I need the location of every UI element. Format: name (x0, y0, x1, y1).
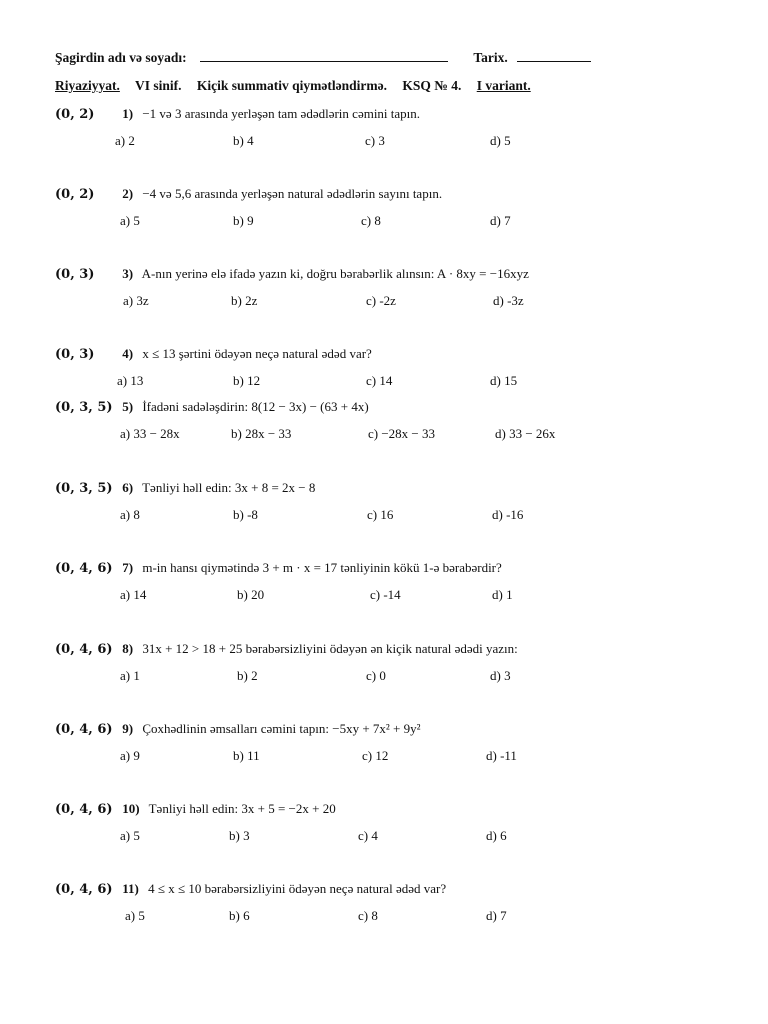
option-d[interactable]: d) 1 (492, 587, 513, 602)
question-number: 2) (122, 186, 134, 201)
option-c[interactable]: c) 4 (358, 828, 378, 843)
option-c[interactable]: c) 8 (358, 908, 378, 923)
question-item (55, 184, 511, 231)
question-text: Çoxhədlinin əmsalları cəmini tapın: −5xy + 7x² + 9y² (142, 721, 421, 736)
option-b[interactable]: b) 11 (233, 748, 260, 763)
question-number: 7) (122, 560, 134, 575)
option-b[interactable]: b) 9 (233, 213, 254, 228)
option-d[interactable]: d) 3 (490, 668, 511, 683)
option-c[interactable]: c) −28x − 33 (368, 426, 436, 441)
question-item (55, 478, 524, 525)
option-c[interactable]: c) 0 (366, 668, 386, 683)
option-c[interactable]: c) 12 (362, 748, 389, 763)
option-c[interactable]: c) 16 (367, 507, 394, 522)
date-blank-line (517, 50, 591, 62)
option-b[interactable]: b) 20 (237, 587, 265, 602)
name-blank-line (200, 50, 448, 62)
option-d[interactable]: d) -11 (486, 748, 517, 763)
question-number: 9) (122, 721, 134, 736)
question-item (55, 719, 517, 766)
question-score: (0, 4, 6) (55, 722, 113, 737)
question-number: 1) (122, 106, 134, 121)
question-text: 31x + 12 > 18 + 25 bərabərsizliyini ödəyən ən kiçik natural ədədi yazın: (142, 641, 518, 656)
option-b[interactable]: b) 2 (237, 668, 258, 683)
question-score: (0, 4, 6) (55, 561, 113, 576)
question-text: 4 ≤ x ≤ 10 bərabərsizliyini ödəyən neçə natural ədəd var? (148, 881, 447, 896)
option-b[interactable]: b) 12 (233, 373, 261, 388)
question-score: (0, 3, 5) (55, 481, 113, 496)
question-score: (0, 3) (55, 267, 95, 282)
option-c[interactable]: c) -14 (370, 587, 401, 602)
subject-label: Riyaziyyat. (55, 78, 120, 93)
option-b[interactable]: b) -8 (233, 507, 258, 522)
student-info-line (55, 50, 591, 66)
option-c[interactable]: c) 3 (365, 133, 385, 148)
ksq-label: KSQ № 4. (402, 78, 462, 93)
option-a[interactable]: a) 9 (120, 748, 140, 763)
question-item (55, 104, 511, 151)
option-b[interactable]: b) 28x − 33 (231, 426, 292, 441)
question-score: (0, 3, 5) (55, 400, 113, 415)
option-c[interactable]: c) 14 (366, 373, 393, 388)
question-text: −4 və 5,6 arasında yerləşən natural ədədlərin sayını tapın. (142, 186, 443, 201)
assessment-title-line (55, 78, 543, 94)
question-number: 5) (122, 399, 134, 414)
question-item (55, 344, 518, 391)
option-d[interactable]: d) 15 (490, 373, 518, 388)
option-b[interactable]: b) 6 (229, 908, 250, 923)
option-d[interactable]: d) 7 (486, 908, 507, 923)
option-d[interactable]: d) 6 (486, 828, 507, 843)
option-a[interactable]: a) 1 (120, 668, 140, 683)
question-item (55, 879, 507, 926)
option-c[interactable]: c) -2z (366, 293, 396, 308)
question-number: 4) (122, 346, 134, 361)
question-item (55, 558, 513, 605)
question-score: (0, 3) (55, 347, 95, 362)
question-number: 3) (122, 266, 134, 281)
option-c[interactable]: c) 8 (361, 213, 381, 228)
question-number: 6) (122, 480, 134, 495)
option-d[interactable]: d) -3z (493, 293, 524, 308)
option-a[interactable]: a) 2 (115, 133, 135, 148)
question-number: 10) (122, 801, 140, 816)
question-text: x ≤ 13 şərtini ödəyən neçə natural ədəd var? (142, 346, 372, 361)
option-d[interactable]: d) -16 (492, 507, 524, 522)
question-text: m-in hansı qiymətində 3 + m · x = 17 tənliyinin kökü 1-ə bərabərdir? (142, 560, 502, 575)
name-label: Şagirdin adı və soyadı: (55, 50, 187, 65)
question-score: (0, 2) (55, 187, 95, 202)
question-item (55, 639, 518, 686)
option-d[interactable]: d) 5 (490, 133, 511, 148)
option-a[interactable]: a) 3z (123, 293, 149, 308)
assessment-label: Kiçik summativ qiymətləndirmə. (196, 78, 388, 93)
option-d[interactable]: d) 33 − 26x (495, 426, 556, 441)
option-a[interactable]: a) 5 (120, 213, 140, 228)
question-score: (0, 2) (55, 107, 95, 122)
option-a[interactable]: a) 33 − 28x (120, 426, 180, 441)
question-text: Tənliyi həll edin: 3x + 5 = −2x + 20 (148, 801, 336, 816)
option-b[interactable]: b) 2z (231, 293, 258, 308)
option-a[interactable]: a) 8 (120, 507, 140, 522)
option-b[interactable]: b) 3 (229, 828, 250, 843)
question-text: İfadəni sadələşdirin: 8(12 − 3x) − (63 + 4x) (142, 399, 369, 414)
option-b[interactable]: b) 4 (233, 133, 254, 148)
question-text: A-nın yerinə elə ifadə yazın ki, doğru bərabərlik alınsın: A · 8xy = −16xyz (141, 266, 529, 281)
question-score: (0, 4, 6) (55, 642, 113, 657)
question-score: (0, 4, 6) (55, 882, 113, 897)
date-label: Tarix. (473, 50, 508, 65)
grade-label: VI sinif. (135, 78, 182, 93)
question-score: (0, 4, 6) (55, 802, 113, 817)
question-item (55, 397, 556, 444)
option-a[interactable]: a) 5 (125, 908, 145, 923)
question-text: −1 və 3 arasında yerləşən tam ədədlərin cəmini tapın. (142, 106, 421, 121)
question-item (55, 799, 507, 846)
option-a[interactable]: a) 5 (120, 828, 140, 843)
option-d[interactable]: d) 7 (490, 213, 511, 228)
question-item (55, 264, 529, 311)
option-a[interactable]: a) 14 (120, 587, 147, 602)
question-number: 8) (122, 641, 134, 656)
question-text: Tənliyi həll edin: 3x + 8 = 2x − 8 (142, 480, 316, 495)
variant-label: I variant. (476, 78, 531, 93)
question-number: 11) (122, 881, 139, 896)
option-a[interactable]: a) 13 (117, 373, 144, 388)
